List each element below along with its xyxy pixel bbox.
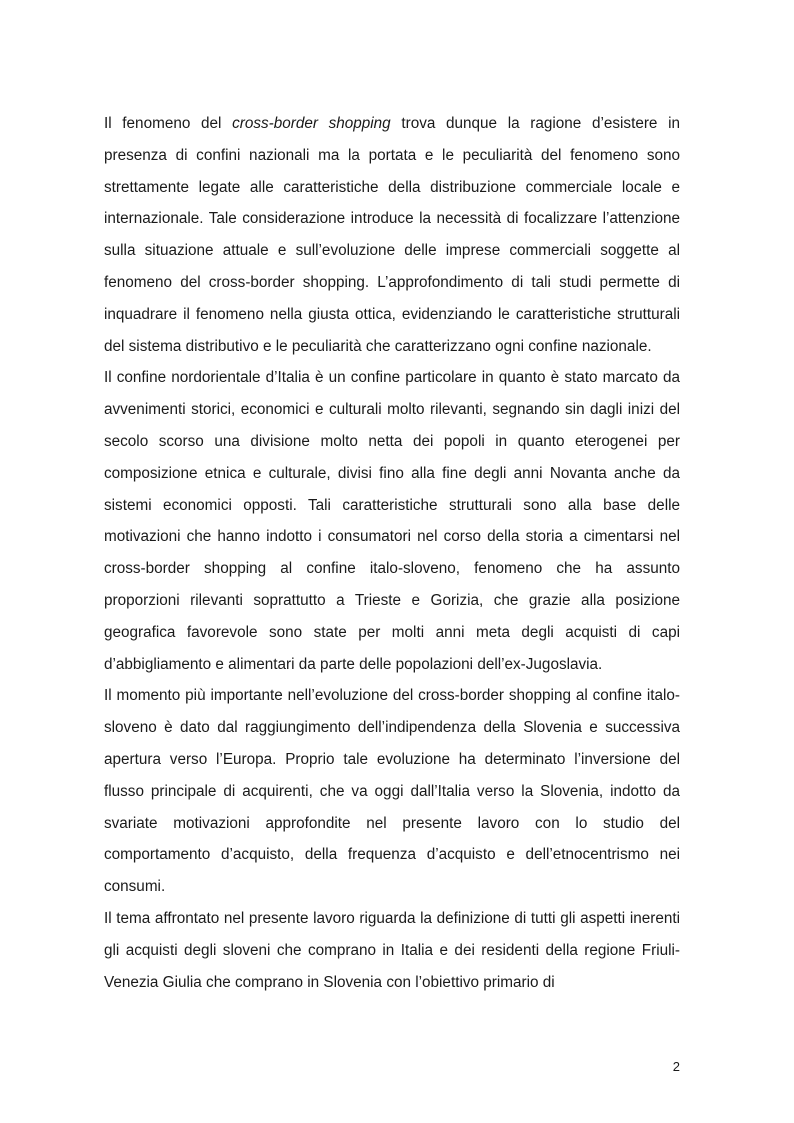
paragraph-1-start: Il fenomeno del <box>104 115 233 132</box>
page-number: 2 <box>672 1059 680 1074</box>
document-body <box>104 108 680 998</box>
paragraph-1 <box>104 108 680 362</box>
paragraph-1-rest: trova dunque la ragione d’esistere in presenza di confini nazionali ma la portata e le peculiarità del fenomeno sono strettamente legate alle caratteristiche della distribuzione commerciale locale e internazionale. Tale considerazione introduce la necessità di focalizzare l’attenzione sulla situazione attuale e sull’evoluzione delle imprese commerciali soggette al fenomeno del cross-border shopping. L’approfondimento di tali studi permette di inquadrare il fenomeno nella giusta ottica, evidenziando le caratteristiche strutturali del sistema distributivo e le peculiarità che caratterizzano ogni confine nazionale. <box>104 115 680 355</box>
paragraph-4: Il tema affrontato nel presente lavoro riguarda la definizione di tutti gli aspetti inerenti gli acquisti degli sloveni che comprano in Italia e dei residenti della regione Friuli-Venezia Giulia che comprano in Slovenia con l’obiettivo primario di <box>104 909 680 991</box>
paragraph-3: Il momento più importante nell’evoluzione del cross-border shopping al confine italo-sloveno è dato dal raggiungimento dell’indipendenza della Slovenia e successiva apertura verso l’Europa. Proprio tale evoluzione ha determinato l’inversione del flusso principale di acquirenti, che va oggi dall’Italia verso la Slovenia, indotto da svariate motivazioni approfondite nel presente lavoro con lo studio del comportamento d’acquisto, della frequenza d’acquisto e dell’etnocentrismo nei consumi. <box>104 687 680 896</box>
paragraph-2: Il confine nordorientale d’Italia è un confine particolare in quanto è stato marcato da avvenimenti storici, economici e culturali molto rilevanti, segnando sin dagli inizi del secolo scorso una divisione molto netta dei popoli in quanto eterogenei per composizione etnica e culturale, divisi fino alla fine degli anni Novanta anche da sistemi economici opposti. Tali caratteristiche strutturali sono alla base delle motivazioni che hanno indotto i consumatori nel corso della storia a cimentarsi nel cross-border shopping al confine italo-sloveno, fenomeno che ha assunto proporzioni rilevanti soprattutto a Trieste e Gorizia, che grazie alla posizione geografica favorevole sono state per molti anni meta degli acquisti di capi d’abbigliamento e alimentari da parte delle popolazioni dell’ex-Jugoslavia. <box>104 369 680 673</box>
term-cross-border-shopping: cross-border shopping <box>232 115 391 132</box>
